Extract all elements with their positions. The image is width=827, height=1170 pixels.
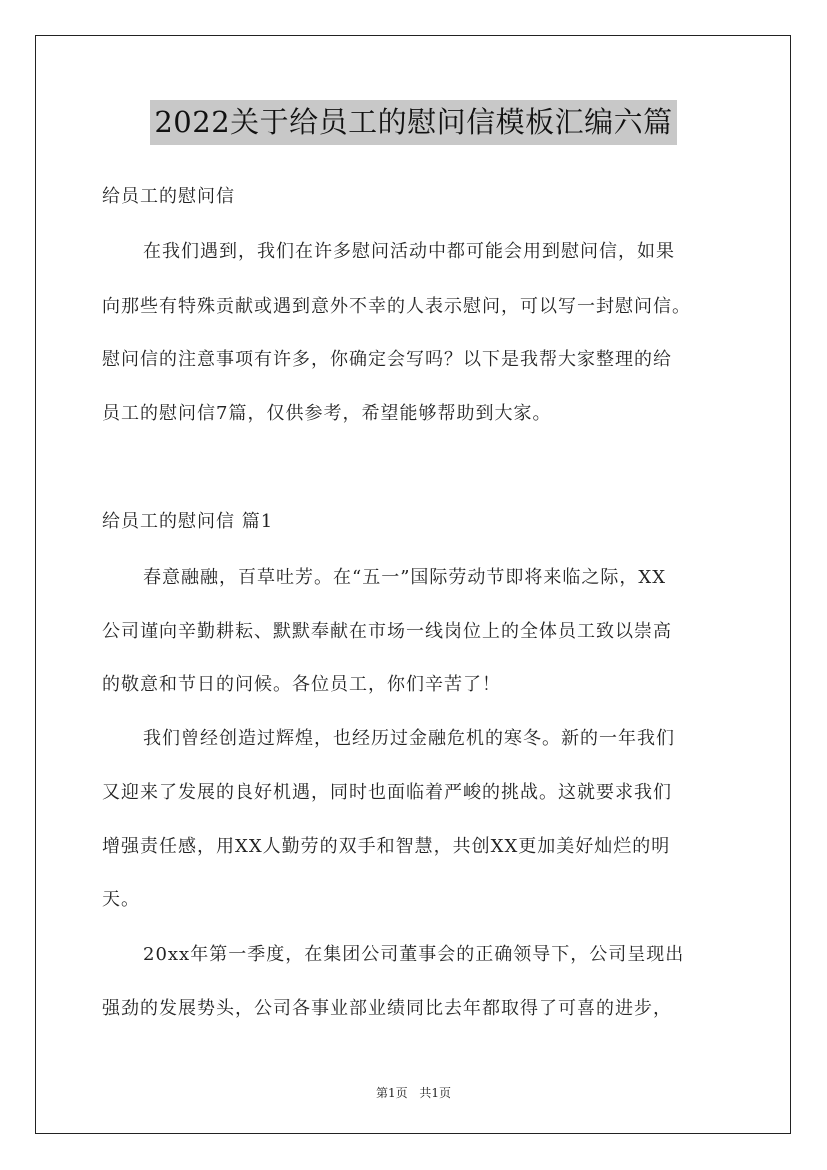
paragraph-line: 在我们遇到，我们在许多慰问活动中都可能会用到慰问信，如果 — [143, 241, 675, 262]
paragraph-line: 又迎来了发展的良好机遇，同时也面临着严峻的挑战。这就要求我们 — [102, 782, 672, 803]
page-total: 共1页 — [419, 1086, 452, 1100]
page-footer — [0, 1084, 827, 1101]
paragraph-line: 慰问信的注意事项有许多，你确定会写吗？以下是我帮大家整理的给 — [102, 349, 672, 370]
document-title: 2022关于给员工的慰问信模板汇编六篇 — [150, 100, 676, 145]
paragraph-line: 公司谨向辛勤耕耘、默默奉献在市场一线岗位上的全体员工致以崇高 — [102, 621, 672, 642]
paragraph-line: 增强责任感，用XX人勤劳的双手和智慧，共创XX更加美好灿烂的明 — [102, 836, 671, 857]
paragraph-line: 天。 — [102, 889, 140, 910]
heading-letter: 给员工的慰问信 — [102, 186, 235, 207]
paragraph-line: 我们曾经创造过辉煌，也经历过金融危机的寒冬。新的一年我们 — [143, 728, 675, 749]
paragraph-line: 员工的慰问信7篇，仅供参考，希望能够帮助到大家。 — [102, 403, 552, 424]
paragraph-line: 20xx年第一季度，在集团公司董事会的正确领导下，公司呈现出 — [143, 944, 685, 965]
paragraph-line: 春意融融，百草吐芳。在“五一”国际劳动节即将来临之际，XX — [143, 567, 667, 588]
paragraph-line: 的敬意和节日的问候。各位员工，你们辛苦了！ — [102, 674, 501, 695]
page-number: 第1页 — [375, 1086, 408, 1100]
paragraph-line: 向那些有特殊贡献或遇到意外不幸的人表示慰问，可以写一封慰问信。 — [102, 296, 691, 317]
paragraph-line: 强劲的发展势头，公司各事业部业绩同比去年都取得了可喜的进步， — [102, 998, 672, 1019]
title-container — [0, 100, 827, 145]
heading-section-1: 给员工的慰问信 篇1 — [102, 511, 274, 532]
